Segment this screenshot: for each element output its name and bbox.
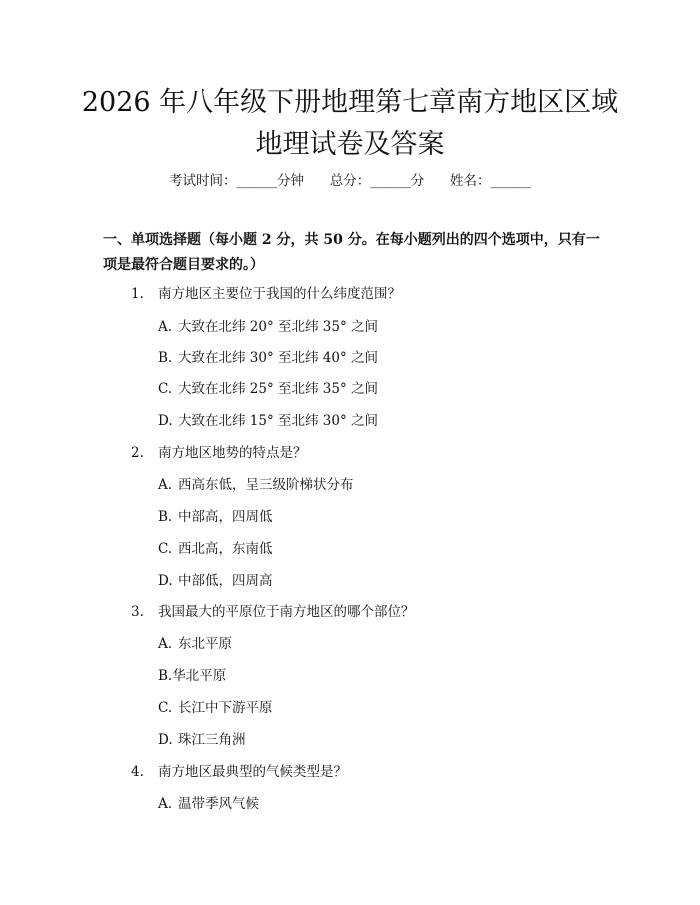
option-text: 大致在北纬 25° 至北纬 35° 之间 [178, 381, 379, 397]
option-1c [158, 377, 378, 397]
option-letter: C. [158, 700, 173, 716]
option-text: 中部低，四周高 [178, 573, 273, 589]
option-2a [158, 473, 354, 493]
option-text: 大致在北纬 30° 至北纬 40° 之间 [178, 350, 379, 366]
question-number: 4. [131, 764, 144, 780]
option-letter: A. [158, 796, 173, 812]
question-2 [131, 441, 307, 461]
option-text: 大致在北纬 15° 至北纬 30° 之间 [178, 413, 379, 429]
title-line-2: 地理试卷及答案 [255, 129, 445, 160]
section-heading: 一、单项选择题（每小题 2 分，共 50 分。在每小题列出的四个选项中，只有一项是最符合题目要求的。） [103, 232, 600, 273]
option-letter: A. [158, 477, 173, 493]
option-text: 西北高，东南低 [178, 541, 273, 557]
option-text: 西高东低，呈三级阶梯状分布 [178, 477, 354, 493]
option-letter: B. [158, 350, 173, 366]
option-1d [158, 409, 378, 429]
question-3 [131, 600, 415, 620]
title-line-1: 2026 年八年级下册地理第七章南方地区区域 [81, 87, 619, 118]
option-letter: D. [158, 732, 173, 748]
option-2c [158, 537, 273, 557]
option-letter: D. [158, 413, 173, 429]
option-1a [158, 315, 378, 335]
option-text: 中部高，四周低 [178, 509, 273, 525]
option-text: 长江中下游平原 [178, 700, 273, 716]
option-letter: C. [158, 381, 173, 397]
question-number: 2. [131, 445, 144, 461]
option-letter: B. [158, 668, 173, 684]
option-text: 华北平原 [172, 668, 227, 684]
exam-info-line: 考试时间：______分钟 总分：______分 姓名：______ [169, 173, 531, 189]
option-text: 东北平原 [178, 636, 232, 652]
option-3a [158, 632, 232, 652]
option-letter: A. [158, 636, 173, 652]
question-text: 南方地区主要位于我国的什么纬度范围？ [158, 286, 401, 302]
question-number: 3. [131, 604, 144, 620]
option-2b [158, 505, 273, 525]
option-letter: B. [158, 509, 173, 525]
option-3b [158, 664, 226, 684]
option-3d [158, 728, 246, 748]
question-text: 南方地区最典型的气候类型是？ [158, 764, 347, 780]
option-text: 温带季风气候 [178, 796, 259, 812]
question-text: 南方地区地势的特点是？ [158, 445, 307, 461]
option-1b [158, 346, 378, 366]
option-3c [158, 696, 273, 716]
option-2d [158, 569, 273, 589]
question-number: 1. [131, 286, 144, 302]
question-4 [131, 760, 347, 780]
question-1 [131, 282, 401, 302]
option-text: 珠江三角洲 [178, 732, 246, 748]
option-4a [158, 792, 259, 812]
document-title [60, 82, 640, 166]
option-letter: A. [158, 319, 173, 335]
question-text: 我国最大的平原位于南方地区的哪个部位？ [158, 604, 415, 620]
option-text: 大致在北纬 20° 至北纬 35° 之间 [178, 319, 379, 335]
option-letter: D. [158, 573, 173, 589]
option-letter: C. [158, 541, 173, 557]
